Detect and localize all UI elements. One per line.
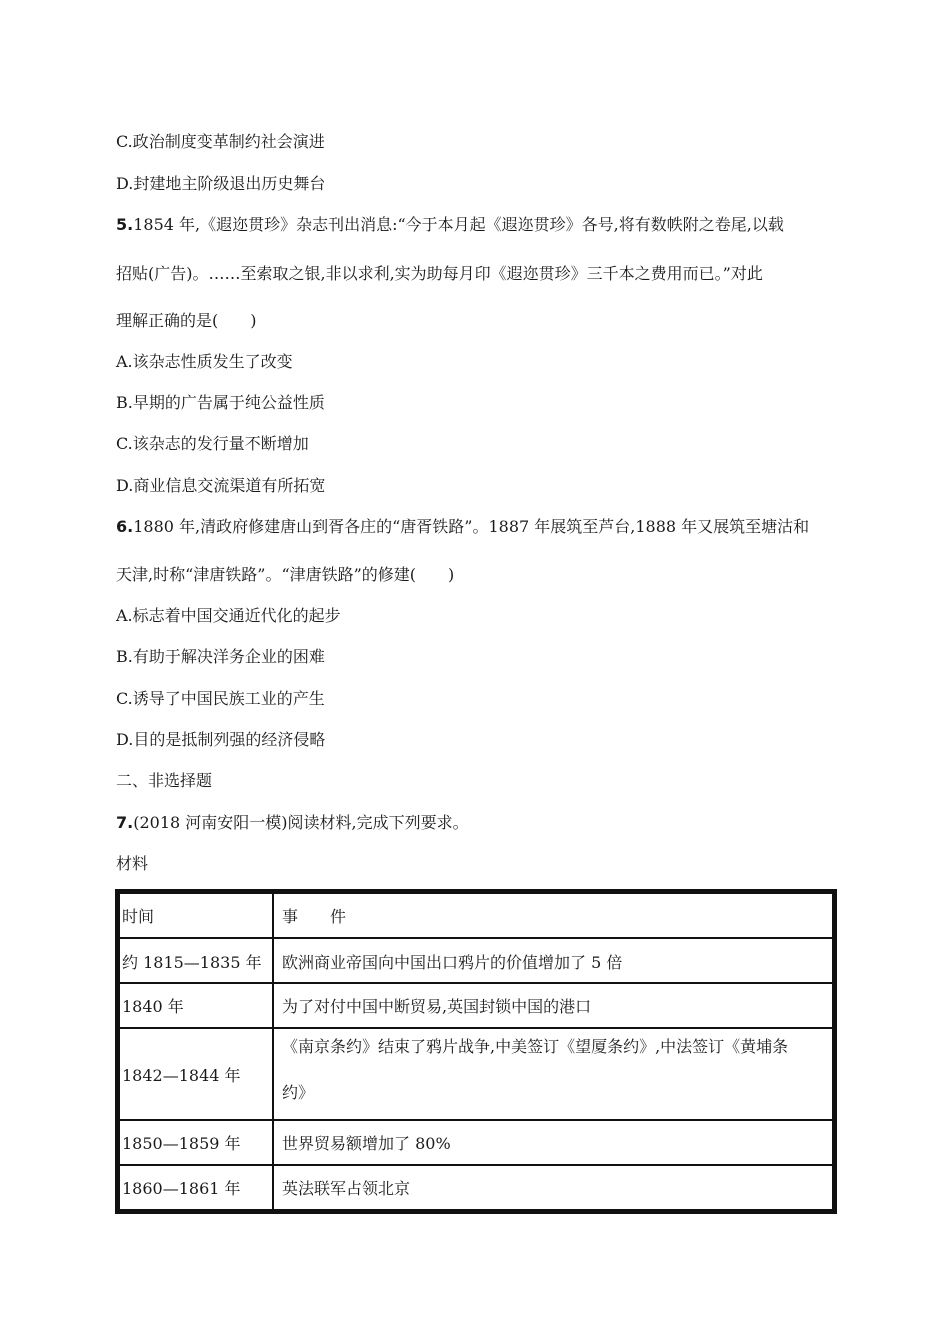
q7-stem <box>116 813 469 833</box>
q7-number: 7. <box>116 813 134 832</box>
row-event: 世界贸易额增加了 80% <box>273 1120 833 1165</box>
row-event <box>273 1028 833 1120</box>
q6-stem-line2: 天津,时称“津唐铁路”。“津唐铁路”的修建( ) <box>116 565 455 584</box>
q6-stem-line1 <box>116 517 809 537</box>
row-event: 为了对付中国中断贸易,英国封锁中国的港口 <box>273 983 833 1028</box>
q5-option-c: C.该杂志的发行量不断增加 <box>116 434 309 453</box>
q6-option-d: D.目的是抵制列强的经济侵略 <box>116 730 326 749</box>
q6-number: 6. <box>116 517 134 536</box>
table-row <box>119 983 833 1028</box>
q4-option-d: D.封建地主阶级退出历史舞台 <box>116 174 326 193</box>
table-header-row <box>119 893 833 938</box>
q6-option-c: C.诱导了中国民族工业的产生 <box>116 689 325 708</box>
table-row <box>119 1165 833 1210</box>
q7-material-label: 材料 <box>116 854 149 873</box>
q5-stem-line3: 理解正确的是( ) <box>116 311 257 330</box>
header-event: 事 件 <box>273 893 833 938</box>
row-time: 1860—1861 年 <box>119 1165 273 1210</box>
q6-stem-text-1: 1880 年,清政府修建唐山到胥各庄的“唐胥铁路”。1887 年展筑至芦台,1888 年又展筑至塘沽和 <box>133 517 810 536</box>
q5-number: 5. <box>116 215 134 234</box>
row-event: 欧洲商业帝国向中国出口鸦片的价值增加了 5 倍 <box>273 938 833 983</box>
row-event: 英法联军占领北京 <box>273 1165 833 1210</box>
material-table <box>115 889 837 1214</box>
row-time: 1840 年 <box>119 983 273 1028</box>
table-row <box>119 1120 833 1165</box>
q5-stem-line2: 招贴(广告)。……至索取之银,非以求利,实为助每月印《遐迩贯珍》三千本之费用而已。”对此 <box>116 264 763 283</box>
q6-option-a: A.标志着中国交通近代化的起步 <box>116 606 341 625</box>
row-time: 1842—1844 年 <box>119 1028 273 1120</box>
row-time: 约 1815—1835 年 <box>119 938 273 983</box>
row-time: 1850—1859 年 <box>119 1120 273 1165</box>
q7-stem-text: (2018 河南安阳一模)阅读材料,完成下列要求。 <box>133 813 469 832</box>
q5-option-a: A.该杂志性质发生了改变 <box>116 352 293 371</box>
q5-stem-line1 <box>116 215 784 235</box>
q5-option-b: B.早期的广告属于纯公益性质 <box>116 393 325 412</box>
header-time: 时间 <box>119 893 273 938</box>
row-event-line2: 约》 <box>282 1083 315 1102</box>
q5-option-d: D.商业信息交流渠道有所拓宽 <box>116 476 326 495</box>
q5-stem-text-1: 1854 年,《遐迩贯珍》杂志刊出消息:“今于本月起《遐迩贯珍》各号,将有数帙附之卷尾,以载 <box>133 215 784 234</box>
q6-option-b: B.有助于解决洋务企业的困难 <box>116 647 325 666</box>
table-row <box>119 1028 833 1120</box>
table-row <box>119 938 833 983</box>
row-event-line1: 《南京条约》结束了鸦片战争,中美签订《望厦条约》,中法签订《黄埔条 <box>282 1037 789 1056</box>
q4-option-c: C.政治制度变革制约社会演进 <box>116 132 325 151</box>
section2-heading: 二、非选择题 <box>116 771 213 790</box>
